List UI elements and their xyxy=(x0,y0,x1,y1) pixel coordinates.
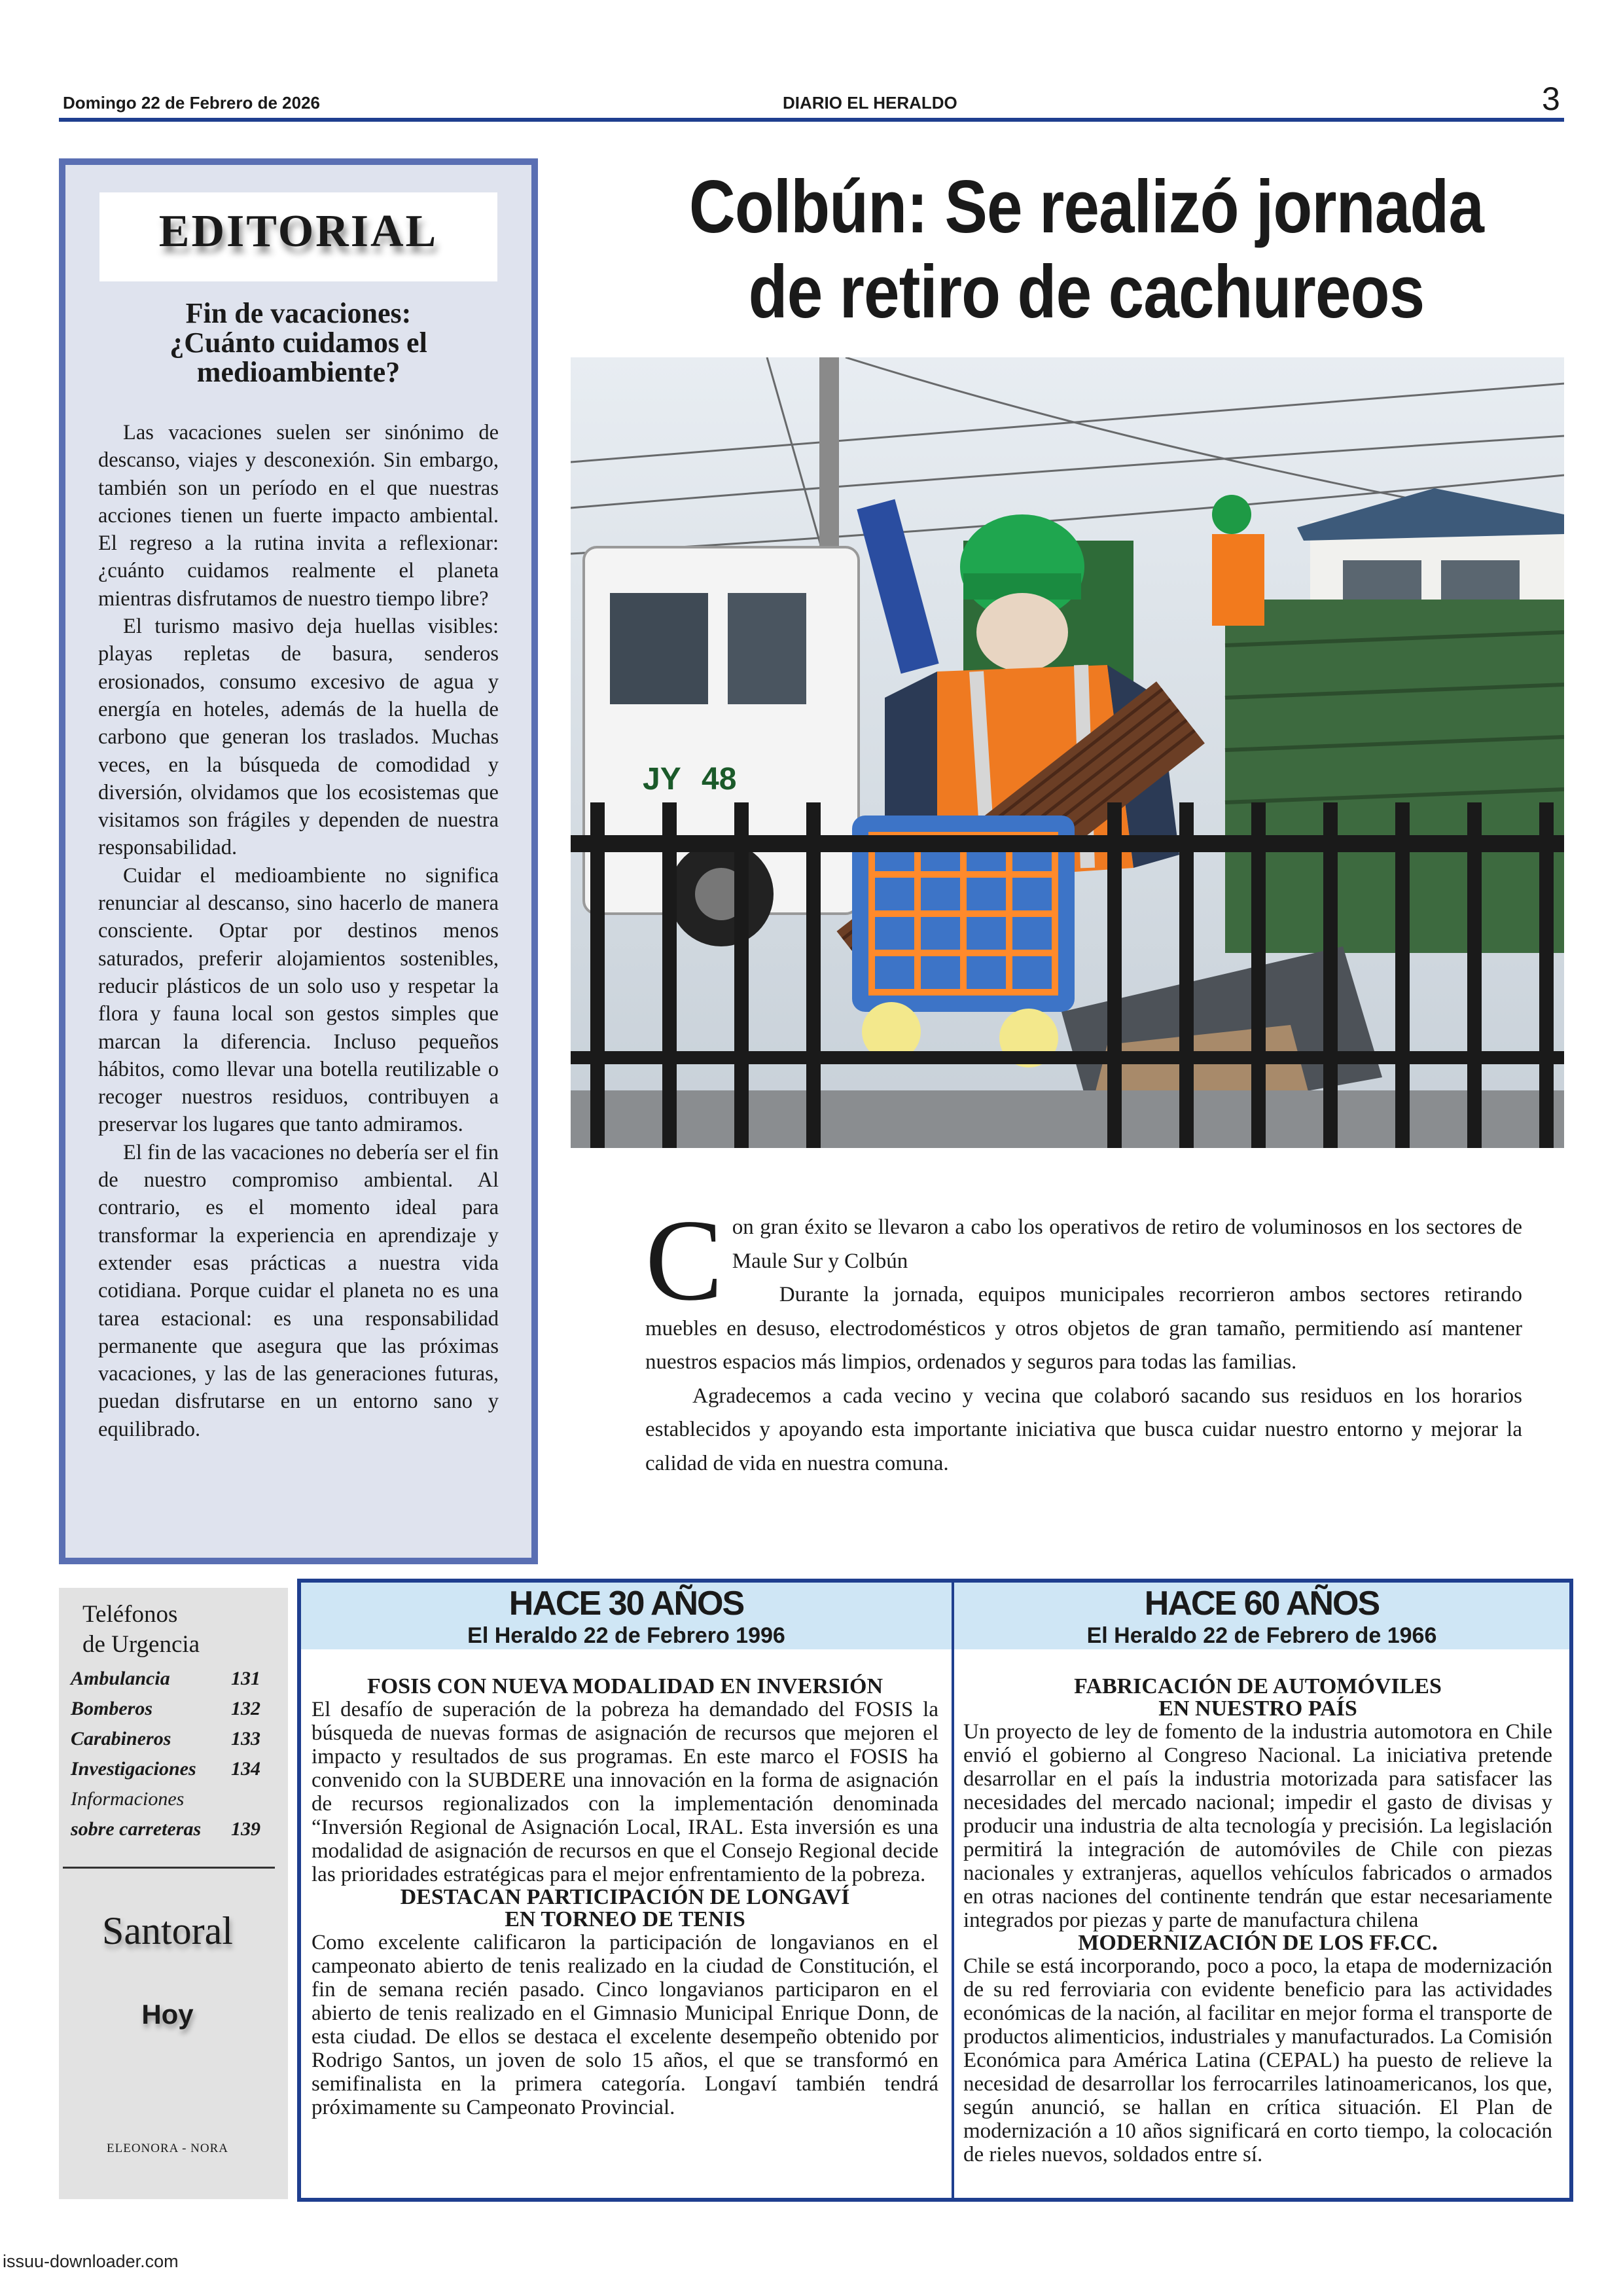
article-paragraph-lead xyxy=(645,1195,1522,1325)
phone-service: Bomberos xyxy=(71,1698,153,1719)
phone-service: sobre carreteras xyxy=(71,1818,202,1840)
editorial-title-line: ¿Cuánto cuidamos el xyxy=(169,327,427,359)
watermark-footer: issuu-downloader.com xyxy=(3,2251,179,2271)
phone-service: Ambulancia xyxy=(71,1668,170,1689)
phones-title-line: de Urgencia xyxy=(82,1631,200,1658)
photo-illustration xyxy=(571,357,1564,1148)
phone-number: 134 xyxy=(231,1758,260,1780)
history-left-heading: HACE 30 AÑOS xyxy=(508,1585,744,1623)
editorial-title xyxy=(85,298,512,387)
history-story-title: FOSIS CON NUEVA MODALIDAD EN INVERSIÓN xyxy=(366,1674,883,1698)
truck-plate-number: 48 xyxy=(702,762,737,797)
history-left-header xyxy=(301,1584,952,1649)
phone-row xyxy=(71,1724,260,1754)
history-divider xyxy=(952,1583,954,2198)
phones-list xyxy=(71,1664,260,1844)
article-paragraph: Durante la jornada, equipos municipales recorrieron ambos sectores retirando muebles en desuso, electrodomésticos y otros objetos de gran tamaño, permitiendo así mantener nuestros espacios más limpios, ordenados y seguros para todas las familias. xyxy=(645,1283,1522,1374)
phone-service: Carabineros xyxy=(71,1728,171,1749)
article-body xyxy=(645,1195,1522,1480)
history-story-title: FABRICACIÓN DE AUTOMÓVILES xyxy=(1074,1674,1442,1698)
history-story-text: Un proyecto de ley de fomento de la industria automotora en Chile envió el gobierno al Congreso Nacional. La iniciativa pretende desarrollar en el país la industria motorizada para satisfacer las necesidades del mercado nacional; impedir el gasto de divisas y producir una industria de alta tecnología y precisión. La legislación permitirá la integración de automóviles de Chile con piezas nacionales y extranjeras, aquellos vehículos fabricados o armados en otras naciones del continente tendrán que estar necesariamente integrados por piezas y parte de manufactura chilena xyxy=(963,1720,1552,1932)
editorial-paragraph: El turismo masivo deja huellas visibles: playas repletas de basura, senderos erosionados, consumo excesivo de agua y energía en hoteles, además de la huella de carbono que generan los traslados. Muchas veces, en la búsqueda de comodidad y diversión, olvidamos que los ecosistemas que visitamos son frágiles y dependen de nuestra responsabilidad. xyxy=(98,615,499,860)
editorial-paragraph: El fin de las vacaciones no debería ser el fin de nuestro compromiso ambiental. Al contrario, es el momento ideal para transformar la experiencia en aprendizaje y extender esas prácticas a nuestra vida cotidiana. Porque cuidar el planeta no es una tarea estacional: es una responsabilidad permanente que asegura que las próximas vacaciones, y las de las generaciones futuras, puedan disfrutarse en un entorno sano y equilibrado. xyxy=(98,1140,499,1441)
phone-number: 133 xyxy=(231,1728,260,1749)
editorial-label: EDITORIAL xyxy=(99,192,497,281)
phone-row-info xyxy=(71,1784,260,1814)
history-story-text: Como excelente calificaron la participación de longavianos en el campeonato abierto de tenis realizado en la ciudad de Constitución, el fin de semana recién pasado. Cinco longavianos participaron en el abierto de tenis realizado en el Gimnasio Municipal Enrique Donn, de esta ciudad. De ellos se destaca el excelente desempeño obtenido por Rodrigo Santos, un joven de solo 15 años, el que se transformó en semifinalista en la primera categoría. Longaví también tendrá próximamente su Campeonato Provincial. xyxy=(312,1931,938,2119)
news-photo xyxy=(571,357,1564,1148)
issue-date: Domingo 22 de Febrero de 2026 xyxy=(63,93,321,113)
phones-title xyxy=(82,1600,200,1660)
main-headline xyxy=(681,165,1491,335)
page-number: 3 xyxy=(1542,81,1560,117)
phone-service: Investigaciones xyxy=(71,1758,196,1780)
truck-plate: JY xyxy=(643,762,681,797)
article-dropcap: C xyxy=(645,1195,723,1325)
phone-number: 132 xyxy=(231,1698,260,1719)
phone-row xyxy=(71,1814,260,1844)
article-paragraph: Agradecemos a cada vecino y vecina que colaboró sacando sus residuos en los horarios establecidos y apoyando esta importante iniciativa que busca cuidar nuestro entorno y mejorar la calidad de vida en nuestra comuna. xyxy=(645,1384,1522,1475)
phone-row xyxy=(71,1694,260,1724)
history-story-text: Chile se está incorporando, poco a poco, la etapa de modernización de su red ferroviaria con evidente beneficio para las actividades económicas de la nación, al facilitar en mejor forma el transporte de productos alimenticios, industriales y manufacturados. La Comisión Económica para América Latina (CEPAL) ha puesto de relieve la necesidad de desarrollar los ferrocarriles latinoamericanos, los que, según anunció, se hallan en crítica situación. El Plan de modernización a 10 años significará en corto tiempo, la colocación de rieles nuevos, soldados entre sí. xyxy=(963,1954,1552,2166)
editorial-title-line: medioambiente? xyxy=(196,356,401,388)
newspaper-name: DIARIO EL HERALDO xyxy=(783,93,957,113)
phone-service: Informaciones xyxy=(71,1788,185,1810)
editorial-title-line: Fin de vacaciones: xyxy=(185,297,412,329)
history-right-header xyxy=(954,1584,1569,1649)
header-rule xyxy=(59,118,1564,122)
editorial-paragraph: Las vacaciones suelen ser sinónimo de descanso, viajes y desconexión. Sin embargo, también son un período en el que nuestras acciones tienen un fuerte impacto ambiental. El regreso a la rutina invita a reflexionar: ¿cuánto cuidamos realmente el planeta mientras disfrutamos de nuestro tiempo libre? xyxy=(98,421,499,611)
history-left-subheading: El Heraldo 22 de Febrero 1996 xyxy=(467,1623,785,1648)
santoral-names: ELEONORA - NORA xyxy=(107,2142,228,2155)
phone-number: 131 xyxy=(231,1668,260,1689)
history-left-column xyxy=(312,1676,938,2119)
phone-row xyxy=(71,1754,260,1784)
phone-row xyxy=(71,1664,260,1694)
phones-divider xyxy=(63,1867,275,1869)
history-right-column xyxy=(963,1676,1552,2166)
editorial-paragraph: Cuidar el medioambiente no significa renunciar al descanso, sino hacerlo de manera consciente. Optar por destinos menos saturados, preferir alojamientos sostenibles, reducir plásticos de un solo uso y respetar la flora y fauna local son gestos simples que marcan la diferencia. Incluso pequeños hábitos, como llevar una botella reutilizable o recoger nuestros residuos, contribuyen a preservar los lugares que tanto admiramos. xyxy=(98,863,499,1137)
history-story-title: EN NUESTRO PAÍS xyxy=(1158,1696,1357,1721)
article-lead-text: on gran éxito se llevaron a cabo los operativos de retiro de voluminosos en los sectores de Maule Sur y Colbún xyxy=(732,1215,1522,1273)
headline-line: de retiro de cachureos xyxy=(748,251,1425,334)
history-story-title: DESTACAN PARTICIPACIÓN DE LONGAVÍ xyxy=(400,1885,850,1909)
editorial-body xyxy=(98,419,499,1443)
phones-title-line: Teléfonos xyxy=(82,1601,178,1628)
history-story-title: EN TORNEO DE TENIS xyxy=(505,1907,745,1931)
history-story-text: El desafío de superación de la pobreza ha demandado del FOSIS la búsqueda de nuevas formas de asignación de recursos que mejoren el impacto y resultados de sus programas. En este marco el FOSIS ha convenido con la SUBDERE una innovación en la forma de asignación de recursos regionalizados con la implementación denominada “Inversión Regional de Asignación Local, IRAL. Esta inversión es una modalidad de asignación de recursos en que el Consejo Regional decide las prioridades estratégicas para el mejor enfrentamiento de la pobreza. xyxy=(312,1698,938,1886)
santoral-today: Hoy xyxy=(141,1999,194,2030)
santoral-title: Santoral xyxy=(102,1909,233,1952)
headline-line: Colbún: Se realizó jornada xyxy=(688,166,1484,249)
history-right-subheading: El Heraldo 22 de Febrero de 1966 xyxy=(1086,1623,1437,1648)
history-story-title: MODERNIZACIÓN DE LOS FF.CC. xyxy=(1078,1931,1438,1955)
phone-number: 139 xyxy=(231,1818,260,1840)
history-right-heading: HACE 60 AÑOS xyxy=(1144,1585,1380,1623)
